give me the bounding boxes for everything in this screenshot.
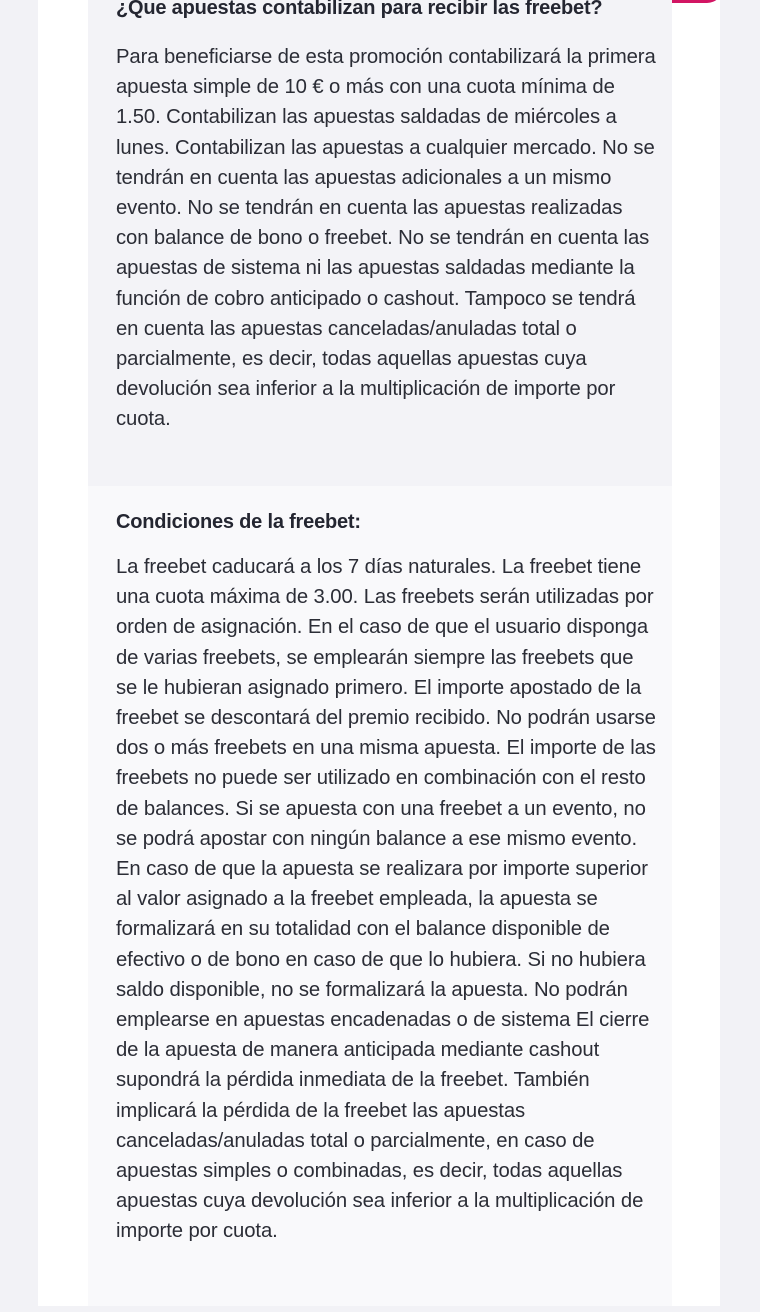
bottom-divider bbox=[0, 1306, 760, 1312]
section-freebet-conditions bbox=[88, 486, 672, 1306]
section-qualifying-bets bbox=[88, 0, 672, 486]
section-body-text: La freebet caducará a los 7 días naturales. La freebet tiene una cuota máxima de 3.00. Las freebets serán utilizadas por orden de asignación. En el caso de que el usuario disponga de varias freebets, se emplearán siempre las freebets que se le hubieran asignado primero. El importe apostado de la freebet se descontará del premio recibido. No podrán usarse dos o más freebets en una misma apuesta. El importe de las freebets no puede ser utilizado en combinación con el resto de balances. Si se apuesta con una freebet a un evento, no se podrá apostar con ningún balance a ese mismo evento. En caso de que la apuesta se realizara por importe superior al valor asignado a la freebet empleada, la apuesta se formalizará en su totalidad con el balance disponible de efectivo o de bono en caso de que lo hubiera. Si no hubiera saldo disponible, no se formalizará la apuesta. No podrán emplearse en apuestas encadenadas o de sistema El cierre de la apuesta de manera anticipada mediante cashout supondrá la pérdida inmediata de la freebet. También implicará la pérdida de la freebet las apuestas canceladas/anuladas total o parcialmente, en caso de apuestas simples o combinadas, es decir, todas aquellas apuestas cuya devolución sea inferior a la multiplicación de importe por cuota. bbox=[116, 556, 656, 1243]
section-heading: Condiciones de la freebet: bbox=[116, 511, 361, 533]
section-heading: ¿Que apuestas contabilizan para recibir las freebet? bbox=[116, 0, 603, 19]
section-body-text: Para beneficiarse de esta promoción contabilizará la primera apuesta simple de 10 € o más con una cuota mínima de 1.50. Contabilizan las apuestas saldadas de miércoles a lunes. Contabilizan las apuestas a cualquier mercado. No se tendrán en cuenta las apuestas adicionales a un mismo evento. No se tendrán en cuenta las apuestas realizadas con balance de bono o freebet. No se tendrán en cuenta las apuestas de sistema ni las apuestas saldadas mediante la función de cobro anticipado o cashout. Tampoco se tendrá en cuenta las apuestas canceladas/anuladas total o parcialmente, es decir, todas aquellas apuestas cuya devolución sea inferior a la multiplicación de importe por cuota. bbox=[116, 46, 656, 431]
